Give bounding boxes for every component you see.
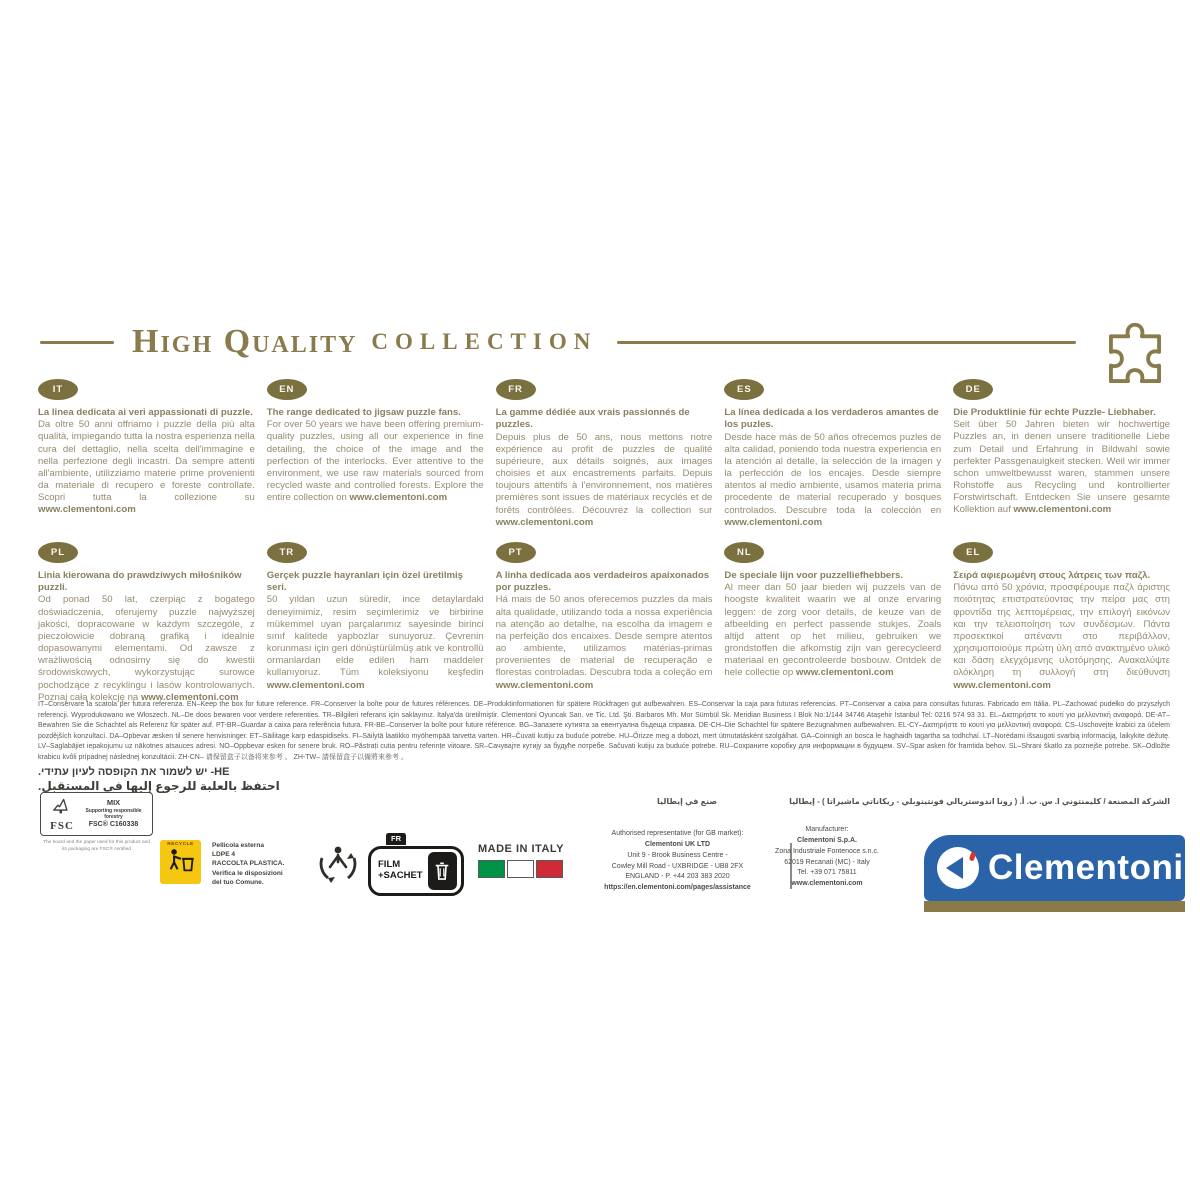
manufacturer-phone: Tel. +39 071 75811	[797, 869, 857, 877]
fr-country-tab: FR	[386, 833, 406, 845]
lang-block-de	[953, 379, 1170, 529]
lang-block-es	[724, 379, 941, 529]
lang-block-nl	[724, 542, 941, 704]
lang-body-text: 50 yıldan uzun süredir, ince detaylardaki deneyimimiz, resim seçimlerimiz ve birbirine mükemmel uyan parçalarımız sayesinde birinci sınıf kalitede yapbozlar sunuyoruz. Çevrenin korunması için geri dönüştürülmüş atık ve kontrollü ormanlardan elde edilen ham maddeler kullanıyoruz. Tüm koleksiyonu keşfedin	[266, 594, 484, 679]
title-rule-left	[40, 341, 114, 344]
arabic-made-in-italy: صنع في إيطاليا	[657, 797, 718, 806]
film-sachet-badge	[368, 828, 464, 896]
lang-body-text: Πάνω από 50 χρόνια, προσφέρουμε παζλ άριστης ποιότητας επιστρατεύοντας την πείρα μας στη φροντίδα της λεπτομέρειας, την επιλογή εικόνων και την τελειοποίηση των συνδέσμων. Πάντα προσεκτικοί απέναντι στο περιβάλλον, χρησιμοποιούμε πρώτη ύλη από ανακτημένο υλικό και δάση ελεγχόμενης υλοτόμησης. Ανακαλύψτε ολόκληρη τη συλλογή στη διεύθυνση	[953, 582, 1170, 679]
film-label: FILM	[378, 859, 401, 871]
fsc-certification-box	[40, 792, 153, 836]
lang-body-text: Od ponad 50 lat, czerpiąc z bogatego doświadczenia, oferujemy puzzle najwyższej jakości, dopracowane w każdym szczególe, z pieczołowicie dobraną grafiką i idealnie dopasowanymi elementami. Od zawsze z wrażliwością odnosimy się do kwestii środowiskowych, wykorzystując surowce pochodzące z recyklingu i lasów kontrolowanych. Poznaj całą kolekcję na	[38, 594, 255, 703]
lang-heading-pt: A linha dedicada aos verdadeiros apaixonados por puzzles.	[495, 569, 710, 594]
uk-company-name: Clementoni UK LTD	[644, 840, 711, 848]
lang-body-es	[724, 432, 941, 529]
lang-badge-el: EL	[953, 542, 993, 563]
manufacturer-name: Clementoni S.p.A.	[797, 836, 857, 844]
flag-white	[507, 860, 534, 878]
lang-body-text: Da oltre 50 anni offriamo i puzzle della più alta qualità, impiegando tutta la nostra esperienza nella cura del dettaglio, nella scelta dell'immagine e nella perfezione degli incastri. Da sempre attenti all'ambiente, utilizziamo materie prime provenienti da materiale di recupero e foreste controllate. Scopri tutta la collezione su	[38, 419, 255, 504]
lang-heading-es: La línea dedicada a los verdaderos amantes de los puzles.	[724, 407, 939, 431]
lang-badge-es: ES	[724, 379, 764, 400]
fsc-logo	[45, 797, 79, 832]
website-url: www.clementoni.com	[266, 679, 365, 691]
collection-title: High Quality	[132, 323, 358, 360]
recycle-plastic-label	[160, 840, 201, 884]
lang-heading-en: The range dedicated to jigsaw puzzle fans.	[266, 407, 461, 418]
website-url: www.clementoni.com	[495, 516, 594, 528]
lang-heading-fr: La gamme dédiée aux vrais passionnés de puzzles.	[495, 407, 690, 431]
lang-body-tr	[267, 594, 484, 691]
title-rule-right	[617, 341, 1076, 344]
lang-body-text: Depuis plus de 50 ans, nous mettons notre expérience au profit de puzzles de qualité supérieure, aux détails soignés, aux images choisies et aux encastrements parfaits. Depuis toujours attentifs à l'environnement, nos matières premières sont issues de matériaux recyclés et de forêts contrôlées. Découvrez la collection sur	[495, 431, 713, 516]
flag-red	[536, 860, 563, 878]
recycle-line: RACCOLTA PLASTICA.	[212, 860, 285, 868]
triman-recycling-icon	[314, 838, 362, 886]
sachet-label: +SACHET	[378, 870, 423, 881]
lang-body-text: Há mais de 50 anos oferecemos puzzles da mais alta qualidade, utilizando toda a nossa experiência na atenção ao detalhe, na escolha da imagem e na perfeição dos encaixes. Desde sempre atentos ao ambiente, utilizamos matérias-primas provenientes de material de recuperação e florestas controladas. Descubra toda a coleção em	[495, 594, 713, 679]
lang-heading-pl: Linia kierowana do prawdziwych miłośników puzzli.	[38, 569, 242, 594]
lang-body-text: Seit über 50 Jahren bieten wir hochwertige Puzzles an, in denen unsere traditionelle Liebe zum Detail und Erfahrung in Bildwahl sowie perfekter Passgenauigkeit stecken. Weil wir immer schon umweltbewusst waren, stammen unsere Rohstoffe aus Recycling und kontrollierter Forstwirtschaft. Entdecken Sie unsere gesamte Kollektion auf	[953, 419, 1170, 516]
collection-title-band	[40, 320, 1076, 364]
clementoni-wordmark: Clementoni.	[988, 848, 1194, 887]
language-paragraph-grid	[38, 379, 1170, 704]
fine-print-section	[38, 700, 1170, 806]
lang-heading-nl: De speciale lijn voor puzzelliefhebbers.	[724, 569, 903, 581]
website-url: www.clementoni.com	[349, 492, 448, 504]
fsc-caption: The board and the paper used for this product and its packaging are FSC® certified	[43, 840, 150, 852]
hebrew-keep-box-notice: HE- יש לשמור את הקופסה לעיון עתידי.	[38, 766, 230, 778]
arabic-manufacturer-row	[38, 797, 1170, 806]
fsc-license-code: FSC® C160338	[88, 821, 139, 829]
lang-badge-en: EN	[267, 379, 307, 400]
recycle-line: LDPE 4	[212, 851, 236, 859]
recycle-line: del tuo Comune.	[212, 878, 264, 886]
manufacturer-intro: Manufacturer:	[805, 826, 849, 833]
fsc-wordmark: FSC	[50, 819, 74, 832]
c-icon-red-accent	[969, 851, 977, 861]
lang-body-text: For over 50 years we have been offering premium-quality puzzles, using all our experience in fine detailing, the choice of the image and the perfection of the interlocks. Ever attentive to the environment, we use raw materials sourced from recycled waste and controlled forests. Explore the entire collection on	[266, 419, 484, 504]
fsc-sub-label: Supporting responsible forestry	[85, 807, 142, 820]
uk-address-line: Cowley Mill Road - UXBRIDGE - UB8 2FX	[611, 862, 744, 870]
lang-badge-pt: PT	[496, 542, 536, 563]
lang-heading-de: Die Produktlinie für echte Puzzle- Liebhaber.	[953, 407, 1156, 418]
film-sachet-pill	[368, 846, 464, 896]
uk-address-line: Unit 9 - Brook Business Centre -	[627, 851, 728, 859]
lang-badge-nl: NL	[724, 542, 764, 563]
recycle-label-title: RECYCLE	[167, 842, 194, 847]
manufacturer-block	[768, 825, 886, 890]
fsc-details	[79, 798, 148, 830]
recycle-line: Verifica le disposizioni	[212, 869, 283, 877]
logo-gold-strip	[924, 901, 1185, 912]
lang-block-fr	[496, 379, 713, 529]
flag-green	[478, 860, 505, 878]
lang-heading-el: Σειρά αφιερωμένη στους λάτρεις των παζλ.	[953, 569, 1151, 581]
lang-body-de	[953, 419, 1170, 516]
fsc-tree-icon	[52, 797, 72, 815]
lang-heading-tr: Gerçek puzzle hayranları için özel üretilmiş seri.	[266, 569, 464, 594]
lang-body-text: Desde hace más de 50 años ofrecemos puzles de alta calidad, poniendo toda nuestra experiencia en la atención al detalle, la selección de la imagen y la perfección de los encajes. Desde siempre atentos al medio ambiente, usamos materia prima procedente de material recuperado y bosques controlados. Descubre toda la colección en	[724, 431, 942, 516]
lang-block-pl	[38, 542, 255, 704]
website-url: www.clementoni.com	[38, 504, 136, 516]
lang-body-en	[267, 419, 484, 504]
lang-body-el	[953, 582, 1170, 692]
clementoni-c-icon	[937, 847, 979, 889]
made-in-italy-label: MADE IN ITALY	[478, 843, 564, 855]
person-bin-icon	[166, 847, 196, 873]
lang-body-nl	[724, 582, 941, 679]
lang-block-tr	[267, 542, 484, 704]
lang-body-pl	[38, 594, 255, 704]
website-url: www.clementoni.com	[140, 691, 239, 703]
lang-block-it	[38, 379, 255, 529]
lang-body-fr	[496, 432, 713, 529]
website-url: www.clementoni.com	[953, 679, 1051, 691]
uk-assistance-url: https://en.clementoni.com/pages/assistance	[604, 884, 751, 892]
clementoni-logo-banner	[924, 835, 1194, 901]
uk-rep-intro: Authorised representative (for GB market):	[611, 830, 744, 837]
lang-block-el	[953, 542, 1170, 704]
recycle-instructions	[212, 841, 308, 887]
website-url: www.clementoni.com	[495, 679, 594, 691]
lang-body-text: Al meer dan 50 jaar bieden wij puzzels van de hoogste kwaliteit waarin we al onze ervaring leggen: de zorg voor details, de keuze van de afbeelding en perfect passende stukjes. Zoals altijd attent op het milieu, gebruiken we grondstoffen die afkomstig zijn van gerecycleerd materiaal en gecontroleerde bosbouw. Ontdek de hele collectie op	[724, 582, 942, 679]
lang-heading-it: La linea dedicata ai veri appassionati di puzzle.	[38, 407, 253, 418]
uk-phone-line: ENGLAND - P. +44 203 383 2020	[625, 873, 730, 881]
lang-badge-pl: PL	[38, 542, 78, 563]
manufacturer-address-line: Zona Industriale Fontenoce s.n.c.	[775, 847, 879, 855]
arabic-manufacturer-text: الشركة المصنعة / كليمنتوني ا. س. ب. أ. ( زونا اندوستريالي فونتينوبلي - ريكاناتي ماشيراتا ) - إيطاليا	[789, 797, 1170, 806]
film-sachet-text	[378, 860, 423, 882]
arabic-keep-box-notice: احتفظ بالعلبة للرجوع إليها في المستقبل.	[38, 779, 280, 793]
fsc-mix-label: MIX	[106, 798, 121, 808]
website-url: www.clementoni.com	[795, 667, 894, 679]
uk-representative-block	[585, 829, 770, 894]
recycle-line: Pellicola esterna	[212, 842, 265, 849]
made-in-italy-block	[478, 843, 565, 878]
website-url: www.clementoni.com	[724, 516, 823, 528]
lang-block-pt	[496, 542, 713, 704]
collection-title-sub: COLLECTION	[371, 329, 598, 354]
lang-block-en	[267, 379, 484, 529]
lang-badge-de: DE	[953, 379, 993, 400]
italian-flag	[478, 860, 565, 878]
lang-body-it	[38, 419, 255, 516]
c-icon-wedge	[946, 857, 963, 879]
manufacturer-url: www.clementoni.com	[791, 880, 863, 888]
lang-badge-it: IT	[38, 379, 78, 400]
sorting-bin-icon	[428, 852, 457, 890]
manufacturer-address-line: 62019 Recanati (MC) - Italy	[784, 858, 870, 866]
keep-box-multilanguage-notice: IT–Conservare la scatola per futura referenza. EN–Keep the box for future reference. FR–Conserver la boîte pour de futures références. DE–Produktinformationen für spätere Rückfragen gut aufbewahren. ES–Conservar la caja para futuras referencias. PT–Conservar a caixa para consultas futuras. Fabricado em Itália. PL–Zachować pudełko do przyszłych referencji. Wyprodukowano we Włoszech. NL–De doos bewaren voor verdere referenties. TR–Bilgileri referans için saklayınız. İtalya'da üretilmiştir. Clementoni Oyuncak San. ve Tic. Ltd. Şti. Barbaros Mh. Mor Sümbül Sk. Meridian Business I Blok No:1/144 34746 Ataşehir İstanbul Tel: 0216 574 93 31. EL–Διατηρήστε το κουτί για μελλοντική αναφορά. DE-AT–Bewahren Sie die Schachtel als Referenz für später auf. PT-BR–Guardar a caixa para referência futura. FR-BE–Conserver la boîte pour future référence. BG–Запазете кутията за евентуална бъдеща справка. DE-CH–Die Schachtel für spätere Bezugnahmen aufbewahren. EL-CY–Διατηρήστε το κουτί για μελλοντική αναφορά. CS–Uschovejte krabici za účelem pozdějších konzultací. DA–Opbevar æsken til senere henvisninger. ET–Säilitage karp edaspidiseks. FI–Säilytä laatikko myöhempää tarvetta varten. HR–Čuvati kutiju za buduće potrebe. HU–Őrizze meg a dobozt, mert útmutatásként szolgálhat. GA–Coinnigh an bosca le haghaidh tagartha sa todhchaí. LT–Norėdami išsaugoti svarbią informaciją, laikykite dėžutę. LV–Saglabājiet iepakojumu uz nākotnes atsauces adresi. NO–Oppbevar esken for senere bruk. RO–Păstrați cutia pentru referințe viitoare. SR–Сачувајте кутију за будуће потребе. Sačuvati kutiju za buduće potrebe. RU–Сохраните коробку для информации в будущем. SV–Spar asken för framtida behov. SL–Shrani škatlo za poznejše potrebe. SK–Odložte krabicu kvôli prípadnej následnej konzultácii. ZH-CN– 请保留盒子以备将来参考 。 ZH-TW– 請保留盒子以備將來參考 。	[38, 701, 1170, 761]
website-url: www.clementoni.com	[1013, 504, 1112, 516]
lang-badge-fr: FR	[496, 379, 536, 400]
lang-body-pt	[496, 594, 713, 691]
lang-badge-tr: TR	[267, 542, 307, 563]
